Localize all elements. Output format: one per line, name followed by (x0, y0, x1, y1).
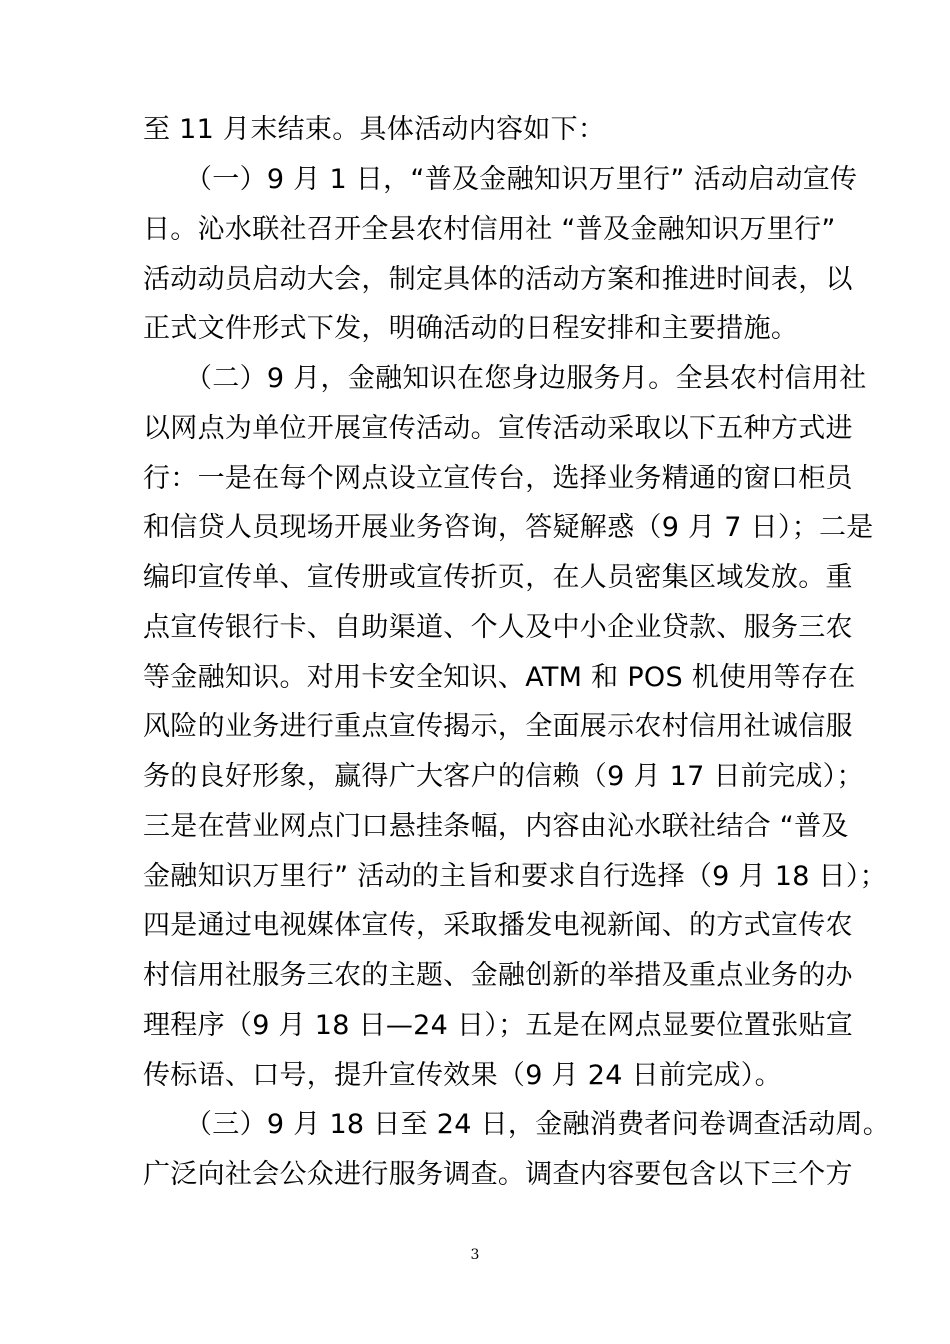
text-line: 广泛向社会公众进行服务调查。调查内容要包含以下三个方 (143, 1159, 853, 1190)
text-line: 四是通过电视媒体宣传，采取播发电视新闻、的方式宣传农 (143, 910, 853, 941)
page-number: 3 (470, 1247, 480, 1263)
text-line: 务的良好形象，赢得广大客户的信赖（9 月 17 日前完成）； (143, 761, 864, 792)
text-line: 以网点为单位开展宣传活动。宣传活动采取以下五种方式进 (143, 413, 853, 444)
text-line: （三）9 月 18 日至 24 日，金融消费者问卷调查活动周。 (185, 1109, 891, 1140)
text-line: 等金融知识。对用卡安全知识、ATM 和 POS 机使用等存在 (143, 662, 856, 693)
text-line: 三是在营业网点门口悬挂条幅，内容由沁水联社结合 “普及 (143, 811, 849, 842)
text-line: 点宣传银行卡、自助渠道、个人及中小企业贷款、服务三农 (143, 612, 853, 643)
text-line: 传标语、口号，提升宣传效果（9 月 24 日前完成）。 (143, 1060, 782, 1091)
text-line: 编印宣传单、宣传册或宣传折页，在人员密集区域发放。重 (143, 562, 853, 593)
text-line: 活动动员启动大会，制定具体的活动方案和推进时间表，以 (143, 264, 853, 295)
text-line: 理程序（9 月 18 日—24 日）；五是在网点显要位置张贴宣 (143, 1010, 854, 1041)
text-line: 日。沁水联社召开全县农村信用社 “普及金融知识万里行” (143, 214, 836, 245)
text-line: 风险的业务进行重点宣传揭示，全面展示农村信用社诚信服 (143, 711, 853, 742)
text-line: 至 11 月末结束。具体活动内容如下： (143, 114, 606, 145)
text-line: 村信用社服务三农的主题、金融创新的举措及重点业务的办 (143, 960, 853, 991)
text-line: 行：一是在每个网点设立宣传台，选择业务精通的窗口柜员 (143, 463, 853, 494)
text-line: （一）9 月 1 日，“普及金融知识万里行” 活动启动宣传 (185, 164, 858, 195)
text-line: 正式文件形式下发，明确活动的日程安排和主要措施。 (143, 313, 799, 344)
text-line: （二）9 月，金融知识在您身边服务月。全县农村信用社 (185, 363, 867, 394)
text-line: 和信贷人员现场开展业务咨询，答疑解惑（9 月 7 日）；二是 (143, 512, 874, 543)
text-line: 金融知识万里行” 活动的主旨和要求自行选择（9 月 18 日）； (143, 861, 887, 892)
